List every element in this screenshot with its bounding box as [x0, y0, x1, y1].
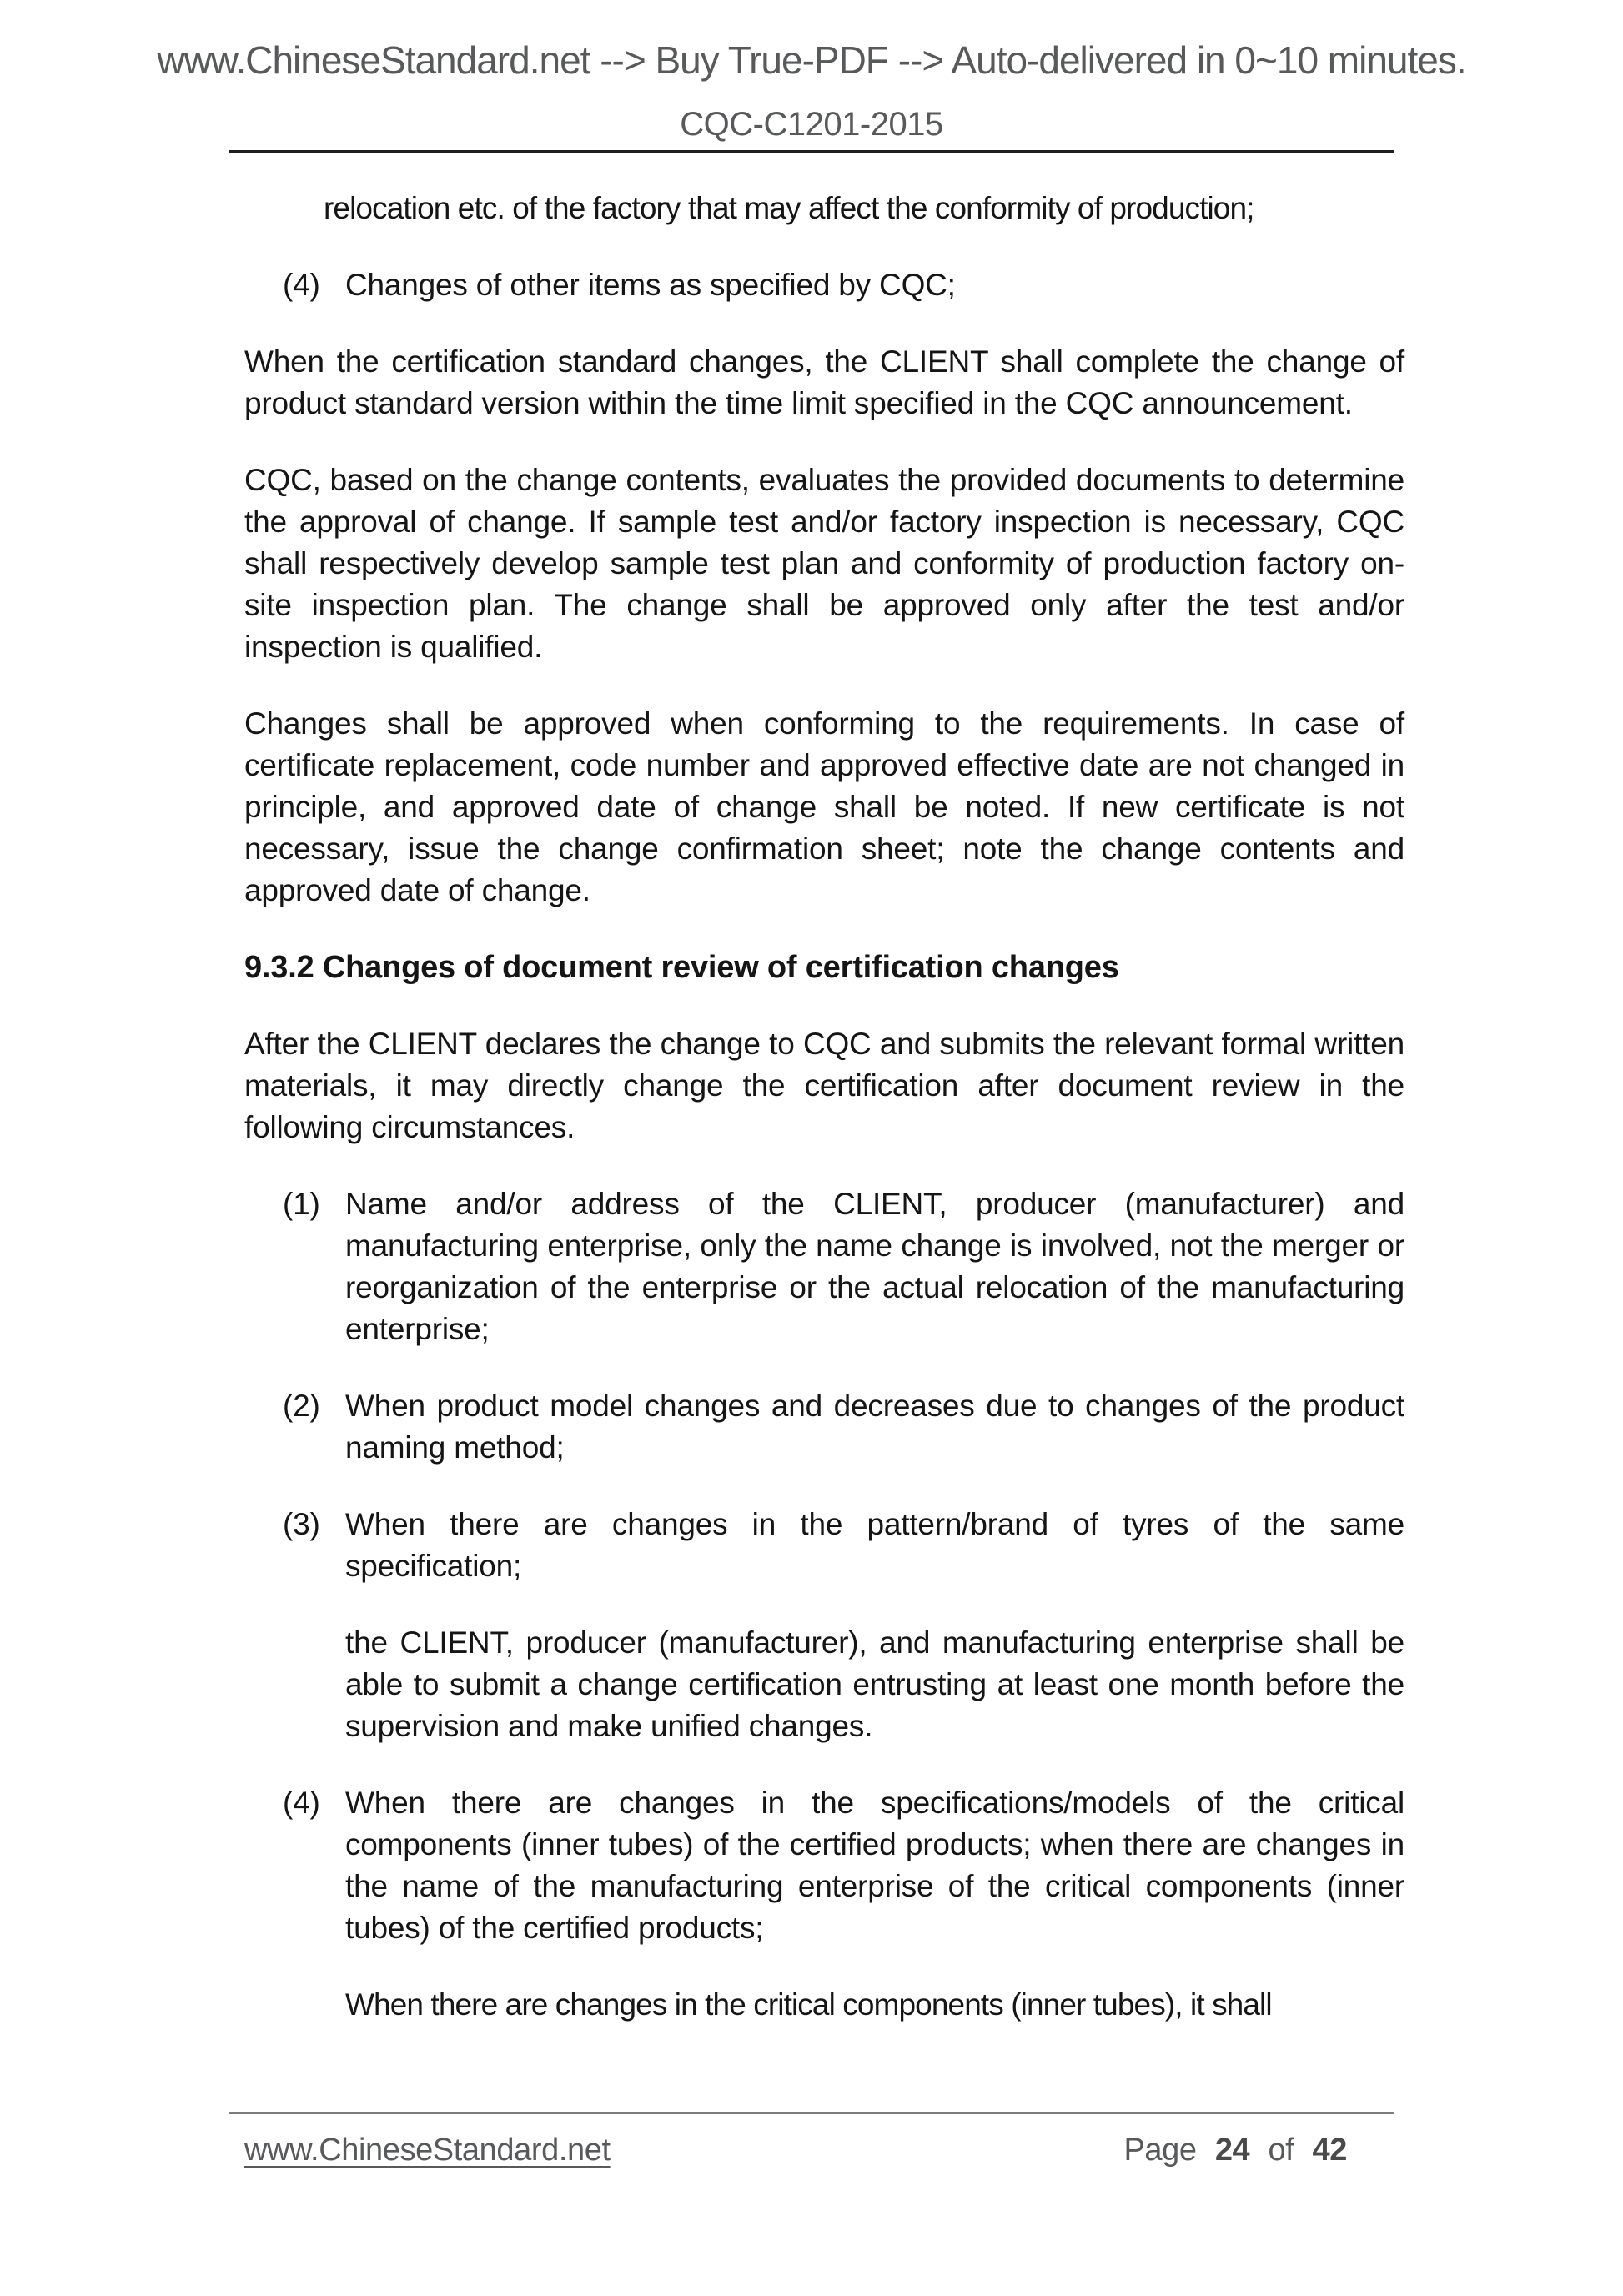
of-label: of — [1268, 2133, 1294, 2168]
list-marker: (4) — [283, 1786, 320, 1820]
page-current: 24 — [1214, 2133, 1250, 2168]
footer — [229, 2114, 1394, 2168]
document-body — [244, 188, 1404, 2026]
page-total: 42 — [1312, 2133, 1347, 2168]
list-item — [244, 1385, 1404, 1469]
list-item-text: Name and/or address of the CLIENT, producer (manufacturer) and manufacturing enterprise, only the name change is involved, not the merger or reorganization of the enterprise or the actual relocation of the manufacturing enterprise; — [345, 1187, 1404, 1346]
list-item — [244, 1782, 1404, 1949]
header-rule — [229, 105, 1394, 153]
list-item-text: When product model changes and decreases due to changes of the product naming method; — [345, 1389, 1404, 1465]
page-indicator — [1122, 2133, 1355, 2168]
list-marker: (1) — [283, 1187, 320, 1221]
paragraph: Changes shall be approved when conforming to the requirements. In case of certificate replacement, code number and approved effective date are not changed in principle, and approved date of change shall be noted. If new certificate is not necessary, issue the change confirmation sheet; note the change contents and approved date of change. — [244, 706, 1404, 907]
page-label: Page — [1123, 2133, 1197, 2168]
section-heading: 9.3.2 Changes of document review of certification changes — [244, 950, 1119, 985]
list-item — [244, 264, 1404, 306]
footer-rule — [229, 2112, 1394, 2168]
list-item — [244, 1504, 1404, 1587]
list-item — [244, 1183, 1404, 1350]
list-item-text: Changes of other items as specified by CQC; — [345, 268, 956, 302]
top-banner-text: www.ChineseStandard.net --> Buy True-PDF --> Auto-delivered in 0~10 minutes. — [157, 38, 1466, 82]
list-marker: (2) — [283, 1389, 320, 1423]
paragraph: CQC, based on the change contents, evaluates the provided documents to determine the approval of change. If sample test and/or factory inspection is necessary, CQC shall respectively develop sample test plan and conformity of production factory on-site inspection plan. The change shall be approved only after the test and/or inspection is qualified. — [244, 463, 1404, 664]
list-item-text: When there are changes in the specifications/models of the critical components (inner tubes) of the certified products; when there are changes in the name of the manufacturing enterprise of the critical components (inner tubes) of the certified products; — [345, 1786, 1404, 1945]
paragraph-indented: When there are changes in the critical components (inner tubes), it shall — [345, 1987, 1272, 2022]
paragraph-continuation: relocation etc. of the factory that may affect the conformity of production; — [324, 191, 1254, 225]
footer-site-link[interactable]: www.ChineseStandard.net — [244, 2133, 611, 2168]
list-marker: (4) — [283, 268, 320, 302]
list-marker: (3) — [283, 1507, 320, 1541]
list-item-text: When there are changes in the pattern/brand of tyres of the same specification; — [345, 1507, 1404, 1583]
paragraph-indented: the CLIENT, producer (manufacturer), and manufacturing enterprise shall be able to submit a change certification entrusting at least one month before the supervision and make unified changes. — [345, 1625, 1404, 1743]
paragraph: When the certification standard changes, the CLIENT shall complete the change of product standard version within the time limit specified in the CQC announcement. — [244, 344, 1404, 420]
paragraph: After the CLIENT declares the change to CQC and submits the relevant formal written materials, it may directly change the certification after document review in the following circumstances. — [244, 1027, 1404, 1144]
document-code: CQC-C1201-2015 — [680, 106, 943, 143]
